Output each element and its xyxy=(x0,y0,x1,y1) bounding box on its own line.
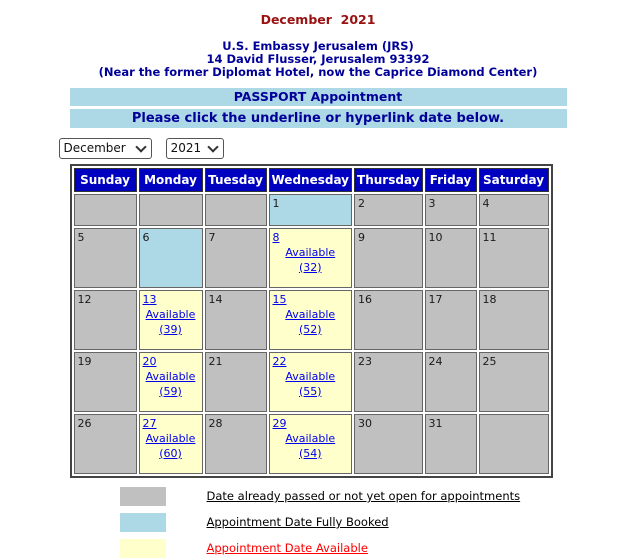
day-number: 25 xyxy=(482,354,497,368)
day-cell xyxy=(74,414,137,474)
passport-banner: PASSPORT Appointment xyxy=(70,88,567,106)
day-number: 9 xyxy=(358,230,366,244)
day-cell xyxy=(425,290,477,350)
day-number: 19 xyxy=(77,354,92,368)
day-header: Friday xyxy=(425,168,477,192)
month-select[interactable] xyxy=(59,138,152,159)
day-cell xyxy=(354,228,422,288)
day-number: 10 xyxy=(428,230,443,244)
page xyxy=(70,0,567,558)
available-label: Available xyxy=(145,307,196,321)
day-number: 31 xyxy=(428,416,443,430)
day-number: 7 xyxy=(208,230,216,244)
day-number: 21 xyxy=(208,354,223,368)
instruction-banner: Please click the underline or hyperlink date below. xyxy=(70,109,567,128)
day-cell xyxy=(205,290,267,350)
available-date-link[interactable] xyxy=(142,416,200,461)
available-count: (60) xyxy=(159,446,182,460)
day-number: 12 xyxy=(77,292,92,306)
legend-label: Appointment Date Fully Booked xyxy=(206,515,389,529)
calendar-week-row xyxy=(74,290,549,350)
day-cell-available xyxy=(269,228,353,288)
day-cell-available xyxy=(139,414,203,474)
day-number: 26 xyxy=(77,416,92,430)
day-cell-available xyxy=(269,352,353,412)
day-cell xyxy=(479,290,549,350)
day-cell xyxy=(205,414,267,474)
calendar-week-row xyxy=(74,352,549,412)
day-number: 18 xyxy=(482,292,497,306)
embassy-address xyxy=(70,40,567,79)
calendar-week-row xyxy=(74,228,549,288)
day-cell xyxy=(354,414,422,474)
day-number: 4 xyxy=(482,196,490,210)
day-header: Saturday xyxy=(479,168,549,192)
calendar-week-row xyxy=(74,194,549,226)
day-cell-available xyxy=(139,352,203,412)
day-number: 23 xyxy=(358,354,373,368)
calendar-body xyxy=(74,194,549,474)
address-line-2: 14 David Flusser, Jerusalem 93392 xyxy=(206,52,430,66)
available-date-link[interactable] xyxy=(272,354,350,399)
address-line-1: U.S. Embassy Jerusalem (JRS) xyxy=(222,39,414,53)
day-cell xyxy=(74,290,137,350)
page-title: December 2021 xyxy=(260,12,376,27)
available-label: Available xyxy=(285,431,336,445)
day-cell xyxy=(425,352,477,412)
available-label: Available xyxy=(145,369,196,383)
legend-row xyxy=(70,513,567,532)
day-cell xyxy=(425,414,477,474)
available-label: Available xyxy=(145,431,196,445)
day-cell xyxy=(479,228,549,288)
day-cell-available xyxy=(139,290,203,350)
day-number: 17 xyxy=(428,292,443,306)
day-cell xyxy=(354,352,422,412)
day-number: 2 xyxy=(358,196,366,210)
day-cell-available xyxy=(269,290,353,350)
day-number: 11 xyxy=(482,230,497,244)
legend-swatch xyxy=(120,487,166,506)
day-cell-empty xyxy=(74,194,137,226)
day-cell-empty xyxy=(139,194,203,226)
calendar-week-row xyxy=(74,414,549,474)
day-number: 15 xyxy=(272,292,287,306)
legend-swatch xyxy=(120,539,166,558)
day-number: 29 xyxy=(272,416,287,430)
day-number: 22 xyxy=(272,354,287,368)
available-label: Available xyxy=(285,369,336,383)
available-count: (55) xyxy=(298,384,322,398)
day-header: Monday xyxy=(139,168,203,192)
legend-row xyxy=(70,539,567,558)
day-cell xyxy=(354,290,422,350)
available-date-link[interactable] xyxy=(272,416,350,461)
legend-row xyxy=(70,487,567,506)
day-cell xyxy=(479,352,549,412)
available-date-link[interactable] xyxy=(272,292,350,337)
day-header: Sunday xyxy=(74,168,137,192)
day-header: Wednesday xyxy=(269,168,353,192)
day-header: Tuesday xyxy=(205,168,267,192)
legend xyxy=(70,487,567,558)
day-cell xyxy=(205,352,267,412)
day-number: 1 xyxy=(272,196,280,210)
day-number: 8 xyxy=(272,230,280,244)
available-count: (32) xyxy=(298,260,322,274)
available-count: (54) xyxy=(298,446,322,460)
day-number: 3 xyxy=(428,196,436,210)
day-number: 20 xyxy=(142,354,157,368)
day-cell xyxy=(425,194,477,226)
day-cell xyxy=(139,228,203,288)
day-number: 14 xyxy=(208,292,223,306)
available-label: Available xyxy=(285,307,336,321)
day-header: Thursday xyxy=(354,168,422,192)
year-select-wrap xyxy=(166,137,224,159)
address-line-3: (Near the former Diplomat Hotel, now the Caprice Diamond Center) xyxy=(98,65,538,79)
day-number: 30 xyxy=(358,416,373,430)
day-number: 24 xyxy=(428,354,443,368)
year-select[interactable] xyxy=(166,138,224,159)
available-count: (59) xyxy=(159,384,182,398)
day-cell xyxy=(354,194,422,226)
day-number: 13 xyxy=(142,292,157,306)
day-number: 5 xyxy=(77,230,85,244)
day-number: 16 xyxy=(358,292,373,306)
available-count: (39) xyxy=(159,322,182,336)
day-cell xyxy=(74,352,137,412)
day-cell xyxy=(205,228,267,288)
legend-label: Date already passed or not yet open for appointments xyxy=(206,489,521,503)
available-date-link[interactable] xyxy=(272,230,350,275)
day-cell xyxy=(425,228,477,288)
legend-label: Appointment Date Available xyxy=(206,541,368,555)
day-cell-available xyxy=(269,414,353,474)
available-label: Available xyxy=(285,245,336,259)
day-cell xyxy=(74,228,137,288)
available-count: (52) xyxy=(298,322,322,336)
day-cell-empty xyxy=(205,194,267,226)
day-cell xyxy=(269,194,353,226)
appointment-calendar xyxy=(70,164,553,478)
available-date-link[interactable] xyxy=(142,292,200,337)
available-date-link[interactable] xyxy=(142,354,200,399)
month-select-wrap xyxy=(59,137,152,159)
day-cell-empty xyxy=(479,414,549,474)
day-number: 28 xyxy=(208,416,223,430)
legend-swatch xyxy=(120,513,166,532)
day-number: 6 xyxy=(142,230,150,244)
day-header-row xyxy=(74,168,549,192)
day-number: 27 xyxy=(142,416,157,430)
day-cell xyxy=(479,194,549,226)
filter-controls xyxy=(59,137,567,159)
